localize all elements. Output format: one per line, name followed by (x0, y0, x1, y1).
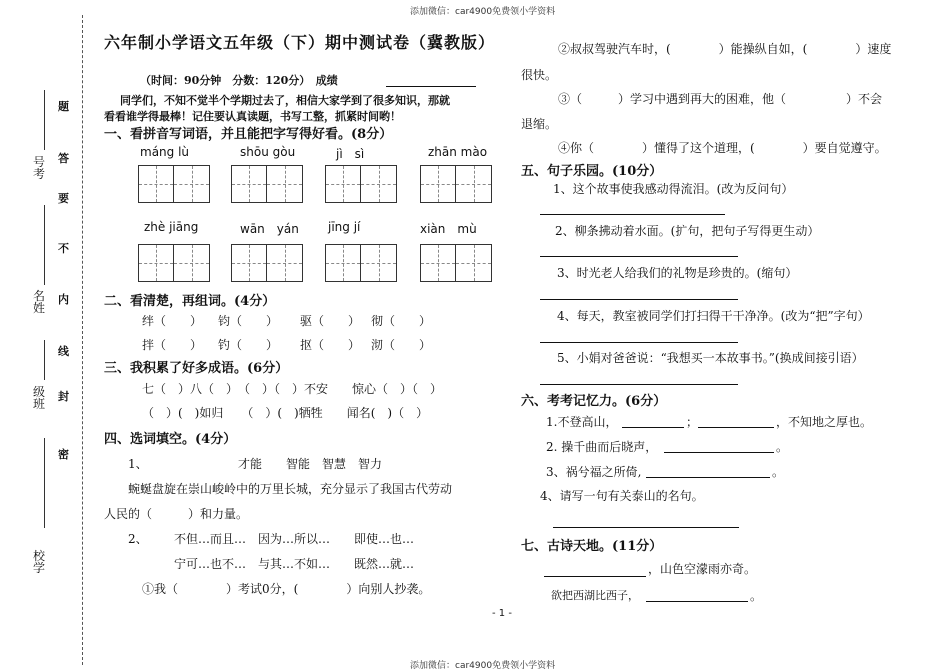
section-4-title: 四、选词填空。(4分） (104, 432, 237, 447)
intro-line-2: 看看谁学得最棒！记住要认真读题，书写工整，抓紧时间哟！ (104, 110, 401, 123)
char-grid[interactable] (138, 244, 210, 282)
section-1-title: 一、看拼音写词语，并且能把字写得好看。(8分） (104, 127, 393, 142)
word-item: 绊（ ） (142, 314, 203, 328)
question: 3、时光老人给我们的礼物是珍贵的。(缩句） (557, 266, 798, 280)
binding-word: 要 (58, 192, 69, 205)
section-7-title: 七、古诗天地。(11分） (521, 539, 663, 554)
char-grid[interactable] (231, 165, 303, 203)
pinyin-label: wān yán (240, 222, 299, 236)
answer-line[interactable] (540, 342, 738, 343)
poem-punct: 。 (772, 465, 785, 479)
fill-blank[interactable] (646, 477, 770, 478)
binding-word: 题 (58, 100, 69, 113)
binding-line (44, 340, 45, 380)
binding-word: 内 (58, 293, 69, 306)
binding-word: 不 (58, 242, 69, 255)
watermark-top: 添加微信：car4900免费领小学资料 (410, 7, 556, 17)
sentence: 蜿蜒盘旋在崇山峻岭中的万里长城，充分显示了我国古代劳动 (128, 482, 453, 496)
poem-punct: 。 (750, 589, 763, 603)
word-choices: 宁可…也不… 与其…不如… 既然…就… (174, 557, 415, 571)
question-number: 2、 (128, 532, 148, 546)
intro-line-1: 同学们，不知不觉半个学期过去了，相信大家学到了很多知识，那就 (120, 94, 450, 107)
poem-punct: 。 (776, 440, 789, 454)
fill-blank[interactable] (622, 427, 684, 428)
fill-blank[interactable] (664, 452, 774, 453)
binding-field-name: 名姓 (33, 289, 46, 315)
poem-line: ，山色空濛雨亦奇。 (648, 562, 757, 576)
word-item: 钓（ ） (218, 338, 279, 352)
answer-line[interactable] (540, 299, 738, 300)
answer-line[interactable] (540, 214, 725, 215)
question: 4、每天，教室被同学们打扫得干干净净。(改为“把”字句） (557, 309, 870, 323)
word-item: 彻（ ） (371, 314, 432, 328)
sentence: 很快。 (521, 68, 558, 82)
sentence: 退缩。 (521, 117, 558, 131)
binding-word: 答 (58, 152, 69, 165)
pinyin-label: jīng jí (328, 220, 361, 234)
poem-punct: ； (686, 415, 699, 429)
poem-line: 2. 操千曲而后晓声， (546, 440, 658, 454)
answer-line[interactable] (540, 256, 738, 257)
binding-field-number: 号考 (33, 155, 46, 181)
section-6-title: 六、考考记忆力。(6分） (521, 394, 667, 409)
fill-blank[interactable] (646, 601, 748, 602)
char-grid[interactable] (231, 244, 303, 282)
section-2-title: 二、看清楚，再组词。(4分） (104, 294, 276, 309)
answer-line[interactable] (540, 384, 738, 385)
word-item: 拌（ ） (142, 338, 203, 352)
question: 1、这个故事使我感动得流泪。(改为反问句） (553, 182, 794, 196)
char-grid[interactable] (138, 165, 210, 203)
sentence: 人民的（ ）和力量。 (104, 507, 249, 521)
poem-line: 1.不登高山， (546, 415, 618, 429)
section-3-title: 三、我积累了好多成语。(6分） (104, 361, 289, 376)
binding-word: 封 (58, 390, 69, 403)
binding-word: 线 (58, 345, 69, 358)
word-item: 驱（ ） (300, 314, 361, 328)
binding-line (44, 90, 45, 150)
pinyin-label: máng lù (140, 145, 190, 159)
binding-field-school: 校学 (33, 549, 46, 575)
word-item: 沏（ ） (371, 338, 432, 352)
sentence: ②叔叔驾驶汽车时，( ）能操纵自如，( ）速度 (558, 42, 892, 56)
word-item: 钧（ ） (218, 314, 279, 328)
idiom-row: （ ）( )如归 （ ）( )牺牲 闻名( )（ ） (142, 406, 429, 420)
char-grid[interactable] (420, 165, 492, 203)
binding-word: 密 (58, 448, 69, 461)
question: 4、请写一句有关泰山的名句。 (540, 489, 704, 503)
pinyin-label: zhè jiāng (144, 220, 199, 234)
sentence: ③（ ）学习中遇到再大的困难，他（ ）不会 (558, 92, 883, 106)
fill-blank[interactable] (698, 427, 774, 428)
answer-line[interactable] (553, 527, 739, 528)
fill-blank[interactable] (544, 576, 646, 577)
pinyin-label: zhān mào (428, 145, 488, 159)
sentence: ④你（ ）懂得了这个道理，( ）要自觉遵守。 (558, 141, 887, 155)
idiom-row: 七（ ）八（ ） （ ）（ ）不安 惊心（ ）（ ） (142, 382, 443, 396)
char-grid[interactable] (325, 165, 397, 203)
char-grid[interactable] (420, 244, 492, 282)
pinyin-label: jì sì (336, 147, 365, 161)
exam-info: （时间：90分钟 分数：120分） 成绩 (140, 74, 338, 87)
sentence: ①我（ ）考试0分，( ）向别人抄袭。 (142, 582, 431, 596)
page-title: 六年制小学语文五年级（下）期中测试卷（冀教版） (104, 33, 496, 52)
binding-field-class: 级班 (33, 385, 46, 411)
score-blank[interactable] (386, 86, 476, 87)
question: 2、柳条拂动着水面。(扩句，把句子写得更生动） (555, 224, 820, 238)
section-5-title: 五、句子乐园。(10分） (521, 164, 663, 179)
binding-dashed-line (82, 15, 83, 665)
question-number: 1、 (128, 457, 148, 471)
poem-line: 3、祸兮福之所倚, (546, 465, 642, 479)
word-item: 抠（ ） (300, 338, 361, 352)
watermark-bottom: 添加微信：car4900免费领小学资料 (410, 661, 556, 671)
poem-line: 欲把西湖比西子， (551, 589, 639, 602)
word-choices: 不但…而且… 因为…所以… 即使…也… (174, 532, 415, 546)
binding-line (44, 205, 45, 285)
pinyin-label: shōu gòu (240, 145, 296, 159)
poem-line: ，不知地之厚也。 (776, 415, 873, 429)
char-grid[interactable] (325, 244, 397, 282)
binding-line (44, 438, 45, 528)
word-choices: 才能 智能 智慧 智力 (238, 457, 383, 471)
page-number: - 1 - (492, 608, 512, 619)
pinyin-label: xiàn mù (420, 222, 477, 236)
question: 5、小娟对爸爸说：“我想买一本故事书。”(换成间接引语） (557, 351, 864, 365)
